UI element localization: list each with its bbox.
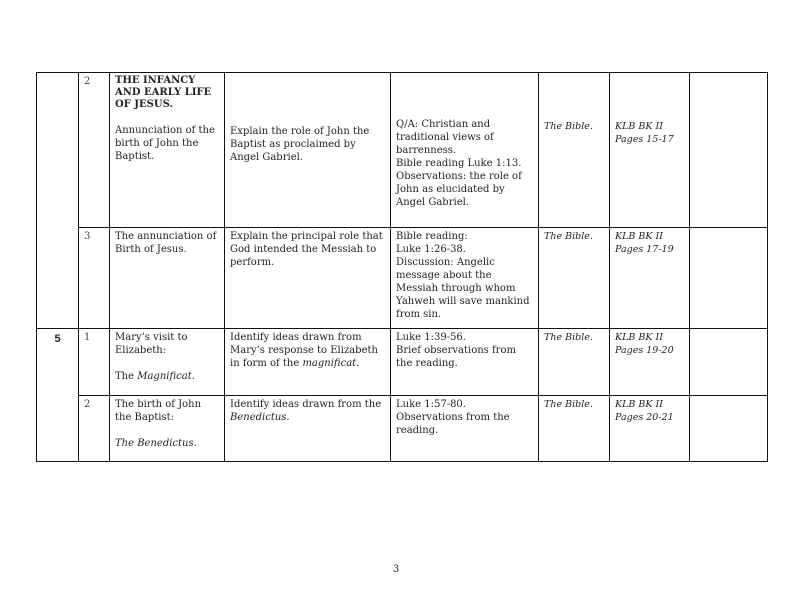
reference-book: KLB BK II [615, 231, 664, 242]
lesson-cell: 1 [79, 329, 110, 396]
objective-cell: Explain the role of John the Baptist as proclaimed by Angel Gabriel. [225, 73, 391, 228]
reference-book: KLB BK II [615, 332, 664, 343]
topic-cell: The annunciation of Birth of Jesus. [110, 228, 225, 329]
activity-line: Luke 1:57-80. [396, 399, 466, 410]
lesson-cell: 2 [79, 396, 110, 462]
resources-cell: The Bible. [539, 73, 610, 228]
week-cell: 5 [37, 329, 79, 462]
activity-line: Bible reading Luke 1:13. [396, 158, 522, 169]
table-row [37, 228, 768, 329]
objective-cell [225, 396, 391, 462]
activity-line: Observations: the role of John as elucidated by Angel Gabriel. [396, 171, 522, 208]
activities-cell [391, 396, 539, 462]
topic-text: The birth of John the Baptist: [115, 399, 202, 423]
topic-subtitle [115, 370, 219, 383]
week-cell [37, 73, 79, 329]
remarks-cell [690, 73, 768, 228]
remarks-cell [690, 396, 768, 462]
reference-pages: Pages 17-19 [615, 244, 674, 255]
reference-cell [610, 73, 690, 228]
reference-pages: Pages 20-21 [615, 412, 674, 423]
objective-italic: magnificat. [302, 358, 360, 369]
reference-cell [610, 329, 690, 396]
topic-cell [110, 329, 225, 396]
objective-cell [225, 329, 391, 396]
reference-cell [610, 228, 690, 329]
topic-cell [110, 396, 225, 462]
topic-subtitle-italic: Magnificat. [137, 371, 195, 382]
table-row [37, 73, 768, 228]
objective-text: Identify ideas drawn from Mary’s response to Elizabeth in form of the [230, 332, 378, 369]
resources-cell: The Bible. [539, 329, 610, 396]
lesson-cell: 3 [79, 228, 110, 329]
objective-text: Identify ideas drawn from the [230, 399, 382, 410]
activity-line: Q/A: Christian and traditional views of barrenness. [396, 119, 494, 156]
objective-cell: Explain the principal role that God intended the Messiah to perform. [225, 228, 391, 329]
reference-book: KLB BK II [615, 121, 664, 132]
topic-heading: THE INFANCY AND EARLY LIFE OF JESUS. [115, 75, 212, 110]
activity-line: Luke 1:26-38. [396, 244, 466, 255]
resources-cell: The Bible. [539, 396, 610, 462]
topic-subtitle-italic: The Benedictus. [115, 438, 197, 449]
topic-subtitle [115, 437, 219, 450]
remarks-cell [690, 228, 768, 329]
reference-pages: Pages 19-20 [615, 345, 674, 356]
activity-line: Brief observations from the reading. [396, 345, 516, 369]
topic-text: Mary’s visit to Elizabeth: [115, 332, 188, 356]
reference-book: KLB BK II [615, 399, 664, 410]
reference-pages: Pages 15-17 [615, 134, 674, 145]
resources-cell: The Bible. [539, 228, 610, 329]
topic-text: Annunciation of the birth of John the Baptist. [115, 125, 215, 162]
lesson-cell: 2 [79, 73, 110, 228]
activities-cell [391, 73, 539, 228]
activities-cell [391, 329, 539, 396]
activity-line: Observations from the reading. [396, 412, 510, 436]
remarks-cell [690, 329, 768, 396]
page-number: 3 [392, 564, 400, 575]
table-row [37, 329, 768, 396]
activities-cell [391, 228, 539, 329]
activity-line: Discussion: Angelic message about the Messiah through whom Yahweh will save mankind from sin. [396, 257, 530, 320]
table-row [37, 396, 768, 462]
topic-cell [110, 73, 225, 228]
reference-cell [610, 396, 690, 462]
scheme-of-work-table [36, 72, 768, 462]
objective-italic: Benedictus. [230, 412, 290, 423]
activity-line: Luke 1:39-56. [396, 332, 466, 343]
topic-subtitle-prefix: The [115, 371, 138, 382]
activity-line: Bible reading: [396, 231, 468, 242]
